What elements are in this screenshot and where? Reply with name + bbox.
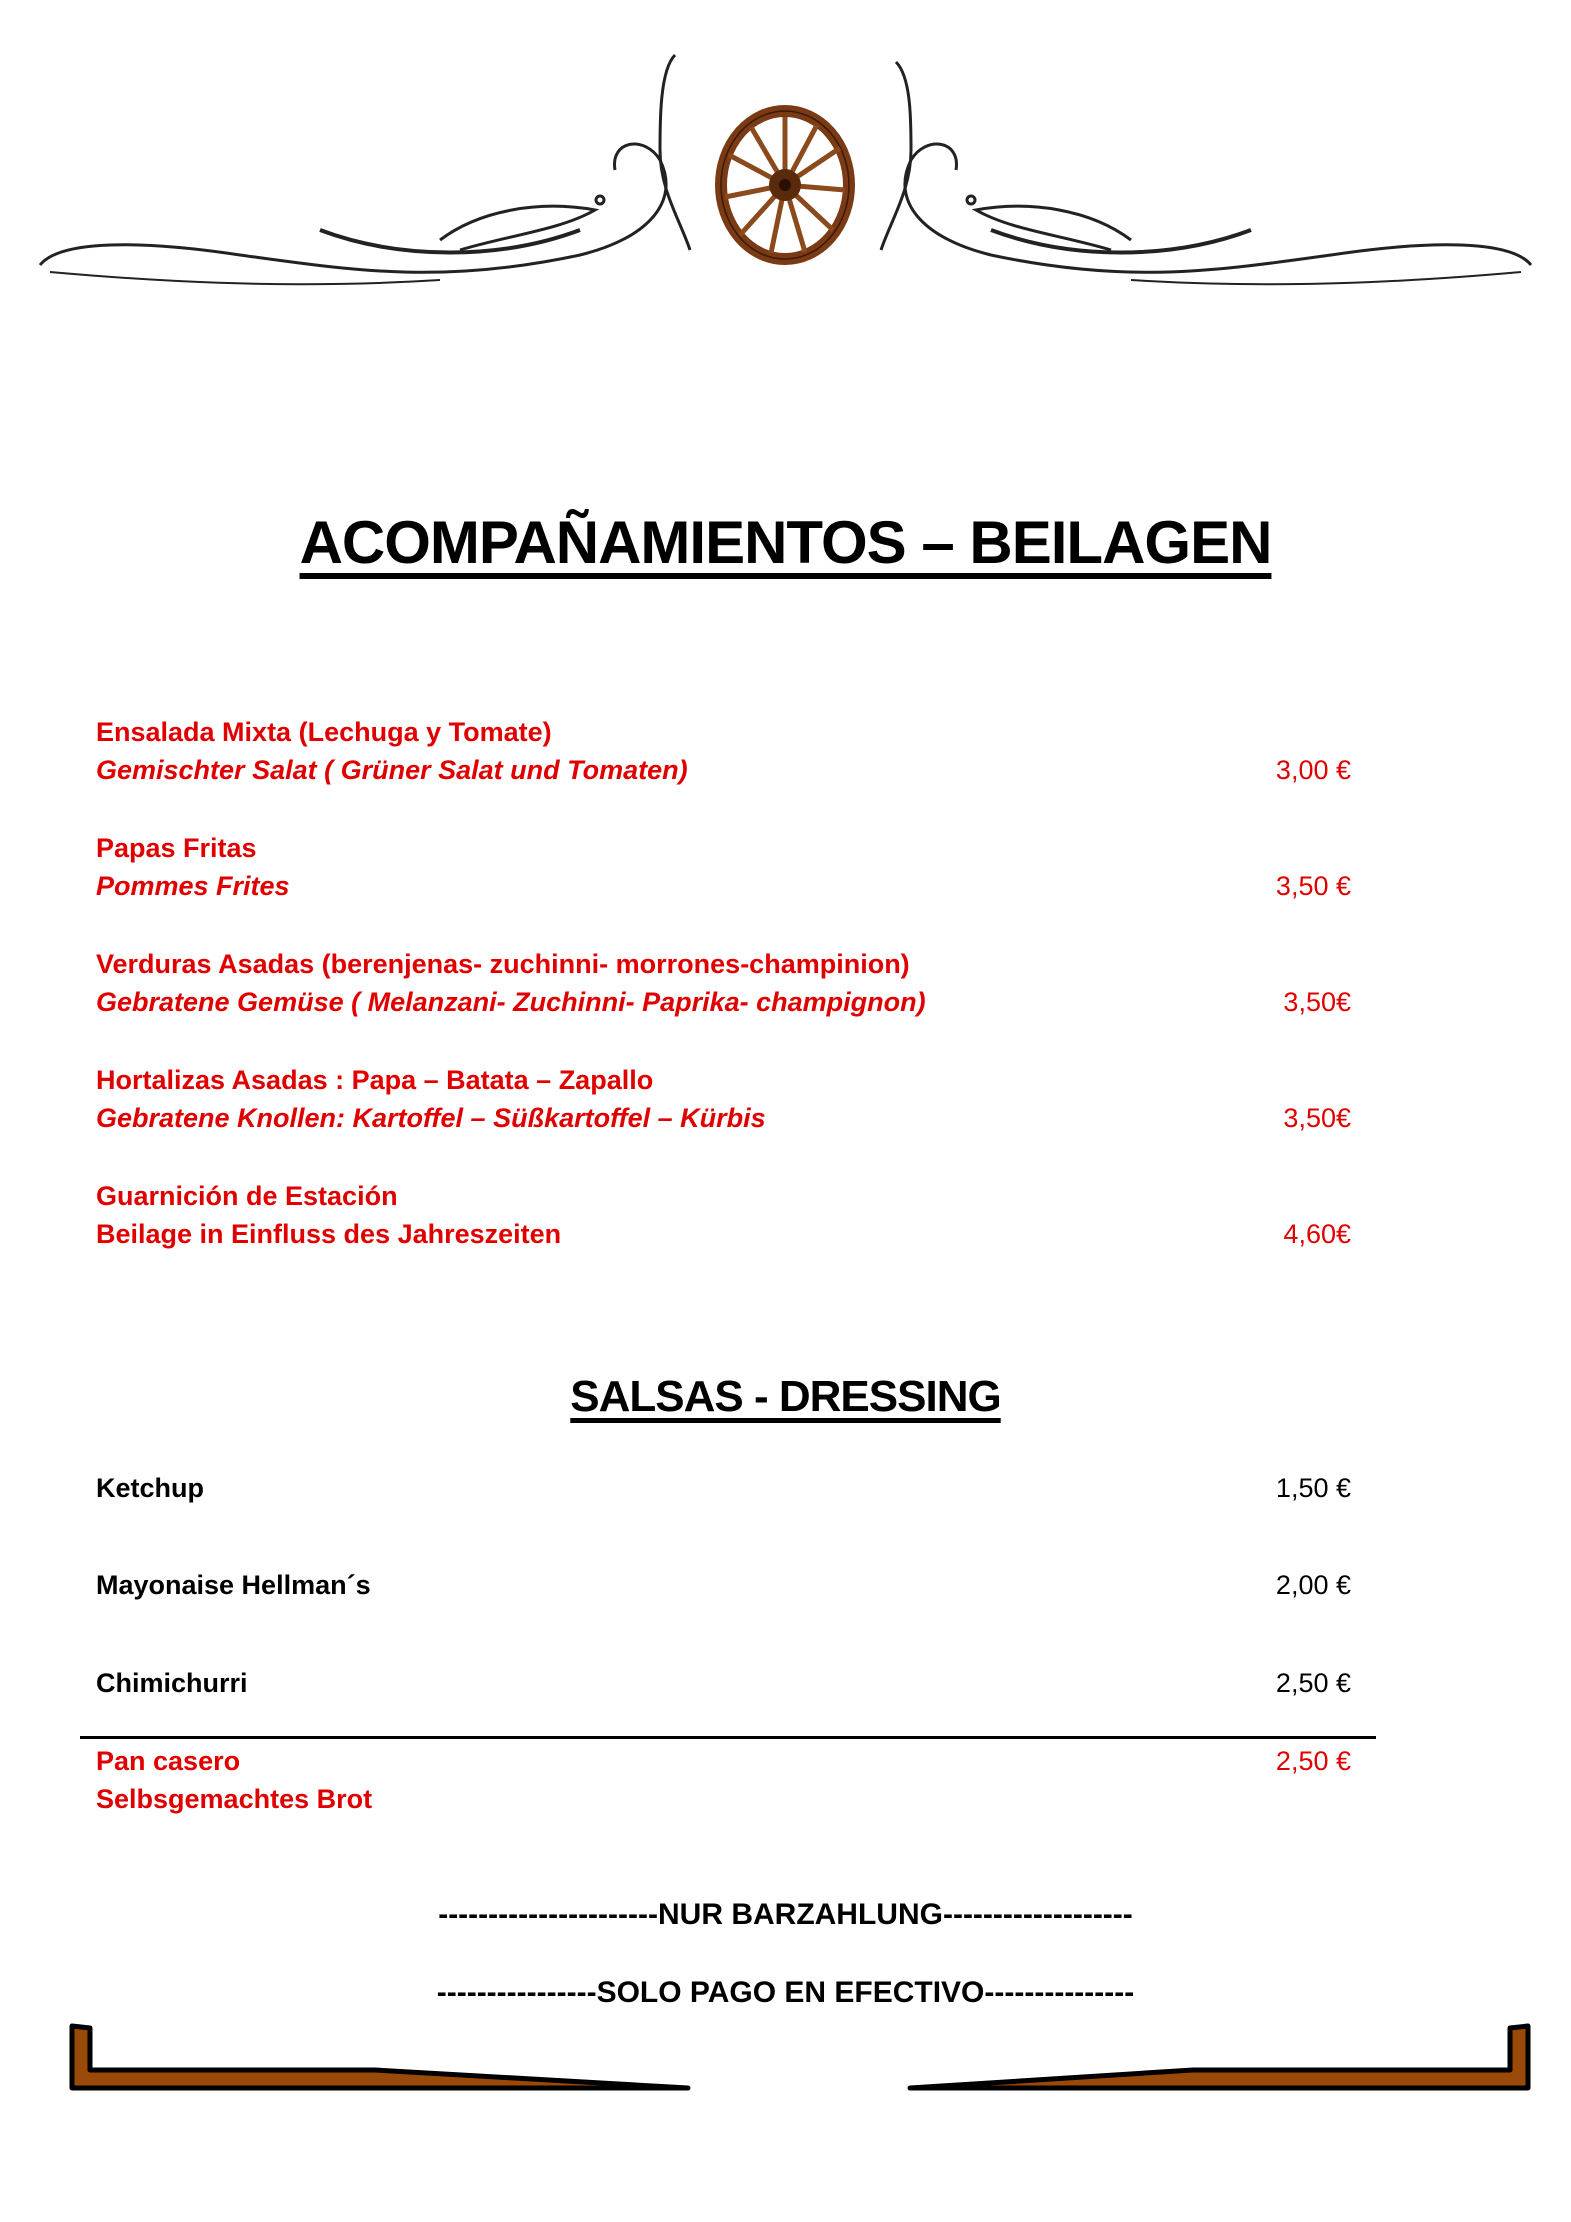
cash-only-notice-de: ----------------------NUR BARZAHLUNG------------------- [438, 1898, 1133, 1931]
sauces-title [0, 1372, 1571, 1422]
bread-price: 2,50 € [1275, 1746, 1351, 1776]
bread-name-es: Pan casero [96, 1746, 241, 1776]
sauces-title-text: SALSAS - DRESSING [570, 1372, 1001, 1421]
sauce-item-price: 2,00 € [1275, 1570, 1351, 1600]
side-item-name-es: Hortalizas Asadas : Papa – Batata – Zapallo [96, 1065, 654, 1095]
side-item-price: 4,60€ [1283, 1219, 1351, 1249]
side-item-price: 3,00 € [1275, 755, 1351, 785]
side-item-name-es: Verduras Asadas (berenjenas- zuchinni- morrones-champinion) [96, 949, 910, 979]
side-item-price: 3,50€ [1283, 987, 1351, 1017]
sauce-item-price: 1,50 € [1275, 1473, 1351, 1503]
sauce-item-name: Mayonaise Hellman´s [96, 1570, 371, 1600]
side-item-name-de: Beilage in Einfluss des Jahreszeiten [96, 1219, 562, 1249]
side-item-price: 3,50 € [1275, 871, 1351, 901]
page-title-text: ACOMPAÑAMIENTOS – BEILAGEN [299, 509, 1272, 576]
side-item-name-es: Papas Fritas [96, 833, 257, 863]
side-item-name-es: Guarnición de Estación [96, 1181, 398, 1211]
side-item-name-de: Gebratene Knollen: Kartoffel – Süßkartoffel – Kürbis [96, 1103, 766, 1133]
page-title [0, 508, 1571, 577]
side-item-name-es: Ensalada Mixta (Lechuga y Tomate) [96, 717, 552, 747]
cash-only-notice-es: ----------------SOLO PAGO EN EFECTIVO--------------- [436, 1976, 1135, 2009]
wagon-wheel-ornament-icon [20, 40, 1551, 290]
sauce-item-price: 2,50 € [1275, 1668, 1351, 1698]
bread-name-de: Selbsgemachtes Brot [96, 1784, 373, 1814]
side-item-name-de: Gemischter Salat ( Grüner Salat und Tomaten) [96, 755, 688, 785]
sauce-item-name: Ketchup [96, 1473, 204, 1503]
side-item-name-de: Gebratene Gemüse ( Melanzani- Zuchinni- Paprika- champignon) [96, 987, 926, 1017]
wooden-shelf-ornament-icon [60, 2020, 1540, 2120]
side-item-name-de: Pommes Frites [96, 871, 290, 901]
divider [80, 1736, 1376, 1739]
sauce-item-name: Chimichurri [96, 1668, 248, 1698]
side-item-price: 3,50€ [1283, 1103, 1351, 1133]
